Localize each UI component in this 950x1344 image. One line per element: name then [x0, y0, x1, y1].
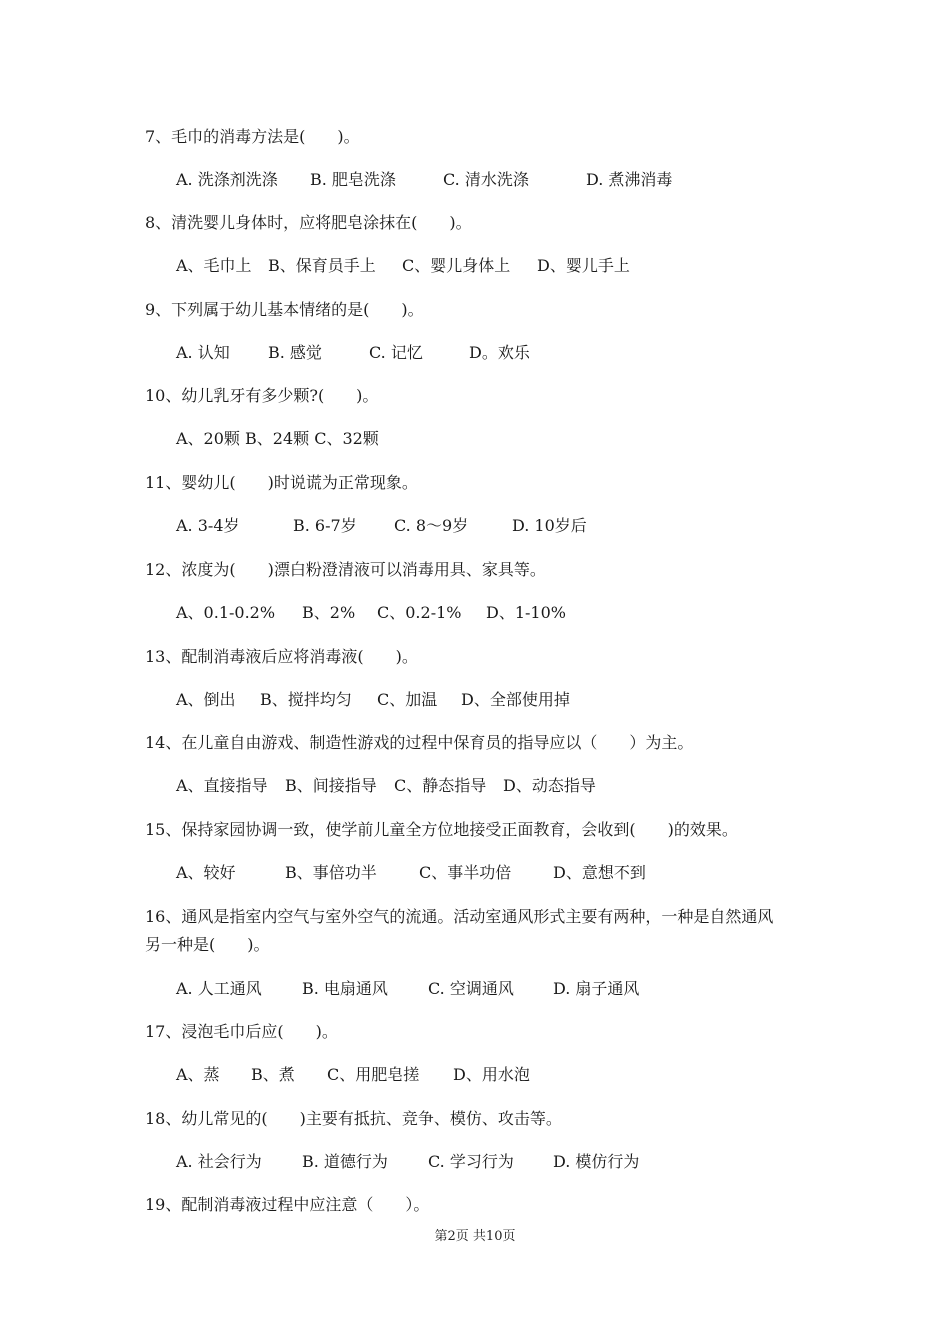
- question-16-option-d: D. 扇子通风: [553, 979, 640, 998]
- question-8-option-a: A、毛巾上: [176, 256, 252, 275]
- question-13-option-a: A、倒出: [176, 690, 236, 709]
- question-14-option-d: D、动态指导: [503, 776, 596, 795]
- question-16-option-c: C. 空调通风: [428, 979, 514, 998]
- question-14-option-c: C、静态指导: [394, 776, 487, 795]
- question-8-option-b: B、保育员手上: [268, 256, 376, 275]
- question-9-stem: 9、下列属于幼儿基本情绪的是( )。: [145, 300, 424, 319]
- question-15-option-c: C、事半功倍: [419, 863, 512, 882]
- question-11-option-b: B. 6-7岁: [293, 516, 357, 535]
- question-18-option-c: C. 学习行为: [428, 1152, 514, 1171]
- question-17-option-a: A、蒸: [176, 1065, 220, 1084]
- question-18-option-d: D. 模仿行为: [553, 1152, 640, 1171]
- question-12-option-d: D、1-10%: [486, 603, 566, 622]
- question-7-option-b: B. 肥皂洗涤: [310, 170, 396, 189]
- page-number-footer: 第2页 共10页: [434, 1229, 516, 1244]
- question-16-stem-continued: 另一种是( )。: [145, 935, 270, 954]
- question-16-option-b: B. 电扇通风: [302, 979, 388, 998]
- question-12-stem: 12、浓度为( )漂白粉澄清液可以消毒用具、家具等。: [145, 560, 546, 579]
- question-15-option-a: A、较好: [176, 863, 236, 882]
- question-14-option-b: B、间接指导: [285, 776, 377, 795]
- question-17-stem: 17、浸泡毛巾后应( )。: [145, 1022, 338, 1041]
- question-12-option-b: B、2%: [302, 603, 356, 622]
- question-15-option-b: B、事倍功半: [285, 863, 377, 882]
- question-7-option-c: C. 清水洗涤: [443, 170, 529, 189]
- question-9-option-b: B. 感觉: [268, 343, 322, 362]
- question-9-option-c: C. 记忆: [369, 343, 423, 362]
- question-14-stem: 14、在儿童自由游戏、制造性游戏的过程中保育员的指导应以（ ）为主。: [145, 733, 694, 752]
- question-16-option-a: A. 人工通风: [176, 979, 262, 998]
- question-18-stem: 18、幼儿常见的( )主要有抵抗、竞争、模仿、攻击等。: [145, 1109, 562, 1128]
- question-17-option-b: B、煮: [251, 1065, 295, 1084]
- question-7-stem: 7、毛巾的消毒方法是( )。: [145, 127, 360, 146]
- question-12-option-a: A、0.1-0.2%: [176, 603, 276, 622]
- question-11-option-a: A. 3-4岁: [176, 516, 240, 535]
- question-15-stem: 15、保持家园协调一致，使学前儿童全方位地接受正面教育，会收到( )的效果。: [145, 820, 738, 839]
- question-8-stem: 8、清洗婴儿身体时，应将肥皂涂抹在( )。: [145, 213, 472, 232]
- question-17-option-d: D、用水泡: [453, 1065, 530, 1084]
- question-13-option-d: D、全部使用掉: [461, 690, 570, 709]
- question-7-option-a: A. 洗涤剂洗涤: [176, 170, 278, 189]
- question-15-option-d: D、意想不到: [553, 863, 646, 882]
- question-9-option-a: A. 认知: [176, 343, 230, 362]
- question-18-option-b: B. 道德行为: [302, 1152, 388, 1171]
- question-17-option-c: C、用肥皂搓: [327, 1065, 420, 1084]
- question-9-option-d: D。欢乐: [469, 343, 530, 362]
- question-19-stem: 19、配制消毒液过程中应注意（ ）。: [145, 1195, 430, 1214]
- question-13-option-c: C、加温: [377, 690, 438, 709]
- question-7-option-d: D. 煮沸消毒: [586, 170, 673, 189]
- question-16-stem: 16、通风是指室内空气与室外空气的流通。活动室通风形式主要有两种，一种是自然通风: [145, 907, 774, 926]
- question-10-options-line: A、20颗 B、24颗 C、32颗: [176, 429, 379, 448]
- question-18-option-a: A. 社会行为: [176, 1152, 262, 1171]
- question-13-stem: 13、配制消毒液后应将消毒液( )。: [145, 647, 418, 666]
- question-11-stem: 11、婴幼儿( )时说谎为正常现象。: [145, 473, 418, 492]
- question-13-option-b: B、搅拌均匀: [260, 690, 352, 709]
- question-12-option-c: C、0.2-1%: [377, 603, 462, 622]
- question-14-option-a: A、直接指导: [176, 776, 268, 795]
- question-10-stem: 10、幼儿乳牙有多少颗?( )。: [145, 386, 379, 405]
- question-11-option-c: C. 8～9岁: [394, 516, 469, 535]
- question-8-option-c: C、婴儿身体上: [402, 256, 511, 275]
- question-8-option-d: D、婴儿手上: [537, 256, 630, 275]
- question-11-option-d: D. 10岁后: [512, 516, 587, 535]
